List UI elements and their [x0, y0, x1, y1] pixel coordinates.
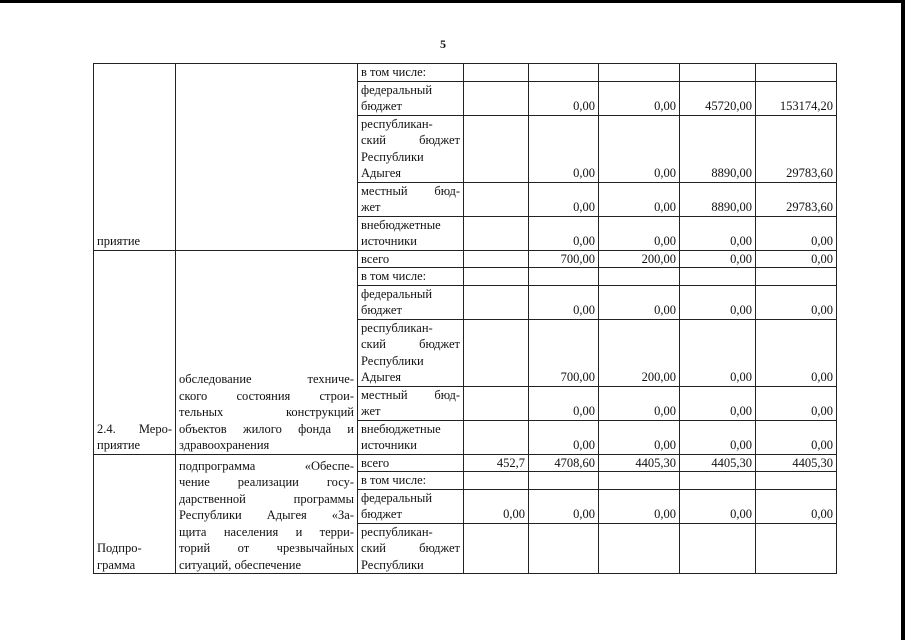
- description-line: подпрограмма «Обеспе-: [179, 458, 354, 473]
- value-cell-year-1: [464, 319, 529, 386]
- table-row: [94, 250, 837, 268]
- funding-source-cell: [358, 319, 464, 386]
- value-cell-year-5: 153174,20: [756, 81, 837, 115]
- value-cell-year-3: 0,00: [599, 182, 680, 216]
- description-line: обследование техниче-: [179, 372, 354, 386]
- value-cell-year-1: [464, 523, 529, 574]
- value-cell-year-5: 0,00: [756, 319, 837, 386]
- funding-source-cell: [358, 386, 464, 420]
- funding-source-line: Адыгея: [361, 166, 402, 180]
- value-cell-year-5: [756, 268, 837, 286]
- funding-source-cell: [358, 115, 464, 182]
- value-cell-year-1: [464, 182, 529, 216]
- value-cell-year-4: 8890,00: [680, 182, 756, 216]
- funding-source-cell: [358, 523, 464, 574]
- funding-source-line: Республики: [361, 557, 424, 572]
- funding-source-line: жет: [361, 200, 381, 214]
- funding-source-line: бюджет: [361, 303, 402, 317]
- funding-source-line: всего: [361, 251, 390, 266]
- value-cell-year-4: 4405,30: [680, 454, 756, 472]
- value-cell-year-5: 0,00: [756, 386, 837, 420]
- event-line: 2.4. Меро-: [97, 421, 172, 436]
- value-cell-year-1: [464, 386, 529, 420]
- value-cell-year-1: [464, 420, 529, 454]
- funding-source-line: федеральный: [361, 286, 433, 301]
- value-cell-year-2: 0,00: [529, 81, 599, 115]
- funding-source-cell: [358, 420, 464, 454]
- description-line: ского состояния строи-: [179, 388, 354, 403]
- value-cell-year-3: 0,00: [599, 489, 680, 523]
- value-cell-year-1: [464, 115, 529, 182]
- value-cell-year-4: [680, 268, 756, 286]
- funding-source-cell: [358, 285, 464, 319]
- value-cell-year-1: [464, 81, 529, 115]
- value-cell-year-1: [464, 216, 529, 250]
- value-cell-year-3: 4405,30: [599, 454, 680, 472]
- value-cell-year-3: 0,00: [599, 81, 680, 115]
- funding-source-line: бюджет: [361, 507, 402, 521]
- funding-source-line: источники: [361, 438, 417, 452]
- value-cell-year-4: 0,00: [680, 386, 756, 420]
- value-cell-year-5: [756, 64, 837, 82]
- value-cell-year-3: 0,00: [599, 420, 680, 454]
- event-cell: [94, 64, 176, 251]
- value-cell-year-3: 200,00: [599, 319, 680, 386]
- funding-source-line: бюджет: [361, 99, 402, 113]
- page-number: 5: [440, 37, 446, 51]
- value-cell-year-5: [756, 523, 837, 574]
- value-cell-year-1: [464, 285, 529, 319]
- description-line: здравоохранения: [179, 438, 270, 452]
- value-cell-year-5: 0,00: [756, 420, 837, 454]
- value-cell-year-5: 29783,60: [756, 115, 837, 182]
- description-cell: [176, 64, 358, 251]
- funding-source-line: в том числе:: [361, 65, 427, 79]
- value-cell-year-3: 0,00: [599, 386, 680, 420]
- value-cell-year-2: 700,00: [529, 250, 599, 268]
- value-cell-year-1: [464, 472, 529, 490]
- value-cell-year-4: 0,00: [680, 216, 756, 250]
- event-cell: [94, 250, 176, 454]
- value-cell-year-4: 45720,00: [680, 81, 756, 115]
- value-cell-year-3: 0,00: [599, 216, 680, 250]
- funding-source-line: республикан-: [361, 524, 433, 539]
- page-frame-top: [0, 0, 905, 3]
- value-cell-year-5: 0,00: [756, 489, 837, 523]
- funding-source-line: федеральный: [361, 490, 433, 505]
- value-cell-year-3: [599, 268, 680, 286]
- funding-source-line: местный бюд-: [361, 387, 460, 402]
- value-cell-year-2: 0,00: [529, 182, 599, 216]
- description-line: щита населения и терри-: [179, 524, 354, 539]
- funding-source-line: Адыгея: [361, 370, 402, 384]
- value-cell-year-4: 8890,00: [680, 115, 756, 182]
- value-cell-year-2: 0,00: [529, 420, 599, 454]
- description-line: тельных конструкций: [179, 405, 354, 419]
- value-cell-year-4: [680, 64, 756, 82]
- value-cell-year-5: 0,00: [756, 250, 837, 268]
- description-cell: [176, 454, 358, 574]
- value-cell-year-4: 0,00: [680, 420, 756, 454]
- value-cell-year-2: 700,00: [529, 319, 599, 386]
- value-cell-year-2: [529, 523, 599, 574]
- value-cell-year-2: 0,00: [529, 216, 599, 250]
- funding-source-line: всего: [361, 455, 390, 470]
- funding-source-line: жет: [361, 404, 381, 418]
- value-cell-year-5: 0,00: [756, 216, 837, 250]
- value-cell-year-1: 452,7: [464, 454, 529, 472]
- funding-source-cell: [358, 472, 464, 490]
- funding-source-cell: [358, 182, 464, 216]
- value-cell-year-4: 0,00: [680, 319, 756, 386]
- description-line: ситуаций, обеспечение: [179, 557, 302, 572]
- value-cell-year-4: 0,00: [680, 250, 756, 268]
- event-line: грамма: [97, 557, 136, 572]
- event-line: приятие: [97, 438, 141, 452]
- value-cell-year-2: [529, 472, 599, 490]
- budget-table-body: [94, 64, 837, 574]
- funding-source-line: республикан-: [361, 116, 433, 131]
- funding-source-cell: [358, 64, 464, 82]
- funding-source-line: республикан-: [361, 320, 433, 335]
- value-cell-year-4: [680, 523, 756, 574]
- funding-source-line: в том числе:: [361, 473, 427, 487]
- table-row: [94, 64, 837, 82]
- table-row: [94, 454, 837, 472]
- value-cell-year-1: 0,00: [464, 489, 529, 523]
- funding-source-line: внебюджетные: [361, 421, 441, 436]
- value-cell-year-3: [599, 523, 680, 574]
- value-cell-year-2: 0,00: [529, 285, 599, 319]
- value-cell-year-4: [680, 472, 756, 490]
- budget-table: [93, 63, 837, 574]
- description-line: чение реализации госу-: [179, 475, 354, 489]
- description-line: торий от чрезвычайных: [179, 541, 354, 555]
- value-cell-year-5: 0,00: [756, 285, 837, 319]
- value-cell-year-4: 0,00: [680, 285, 756, 319]
- value-cell-year-5: [756, 472, 837, 490]
- funding-source-line: ский бюджет: [361, 541, 460, 555]
- value-cell-year-3: [599, 472, 680, 490]
- description-line: объектов жилого фонда и: [179, 421, 354, 436]
- description-line: Республики Адыгея «За-: [179, 508, 354, 522]
- funding-source-line: местный бюд-: [361, 183, 460, 198]
- funding-source-cell: [358, 250, 464, 268]
- value-cell-year-1: [464, 250, 529, 268]
- value-cell-year-2: 0,00: [529, 489, 599, 523]
- description-line: дарственной программы: [179, 491, 354, 506]
- value-cell-year-3: 0,00: [599, 115, 680, 182]
- funding-source-line: в том числе:: [361, 269, 427, 283]
- funding-source-cell: [358, 489, 464, 523]
- value-cell-year-2: 0,00: [529, 115, 599, 182]
- value-cell-year-2: [529, 64, 599, 82]
- description-cell: [176, 250, 358, 454]
- value-cell-year-5: 29783,60: [756, 182, 837, 216]
- funding-source-cell: [358, 81, 464, 115]
- event-line: Подпро-: [97, 541, 142, 555]
- value-cell-year-5: 4405,30: [756, 454, 837, 472]
- event-line: приятие: [97, 234, 141, 248]
- value-cell-year-1: [464, 64, 529, 82]
- value-cell-year-3: 200,00: [599, 250, 680, 268]
- value-cell-year-3: [599, 64, 680, 82]
- page-frame-right: [901, 0, 905, 640]
- funding-source-cell: [358, 216, 464, 250]
- funding-source-cell: [358, 268, 464, 286]
- funding-source-line: Республики: [361, 353, 424, 368]
- funding-source-line: Республики: [361, 149, 424, 164]
- funding-source-cell: [358, 454, 464, 472]
- funding-source-line: внебюджетные: [361, 217, 441, 232]
- funding-source-line: ский бюджет: [361, 133, 460, 147]
- value-cell-year-2: 0,00: [529, 386, 599, 420]
- value-cell-year-2: [529, 268, 599, 286]
- value-cell-year-1: [464, 268, 529, 286]
- funding-source-line: федеральный: [361, 82, 433, 97]
- funding-source-line: источники: [361, 234, 417, 248]
- value-cell-year-3: 0,00: [599, 285, 680, 319]
- value-cell-year-4: 0,00: [680, 489, 756, 523]
- funding-source-line: ский бюджет: [361, 337, 460, 351]
- value-cell-year-2: 4708,60: [529, 454, 599, 472]
- event-cell: [94, 454, 176, 574]
